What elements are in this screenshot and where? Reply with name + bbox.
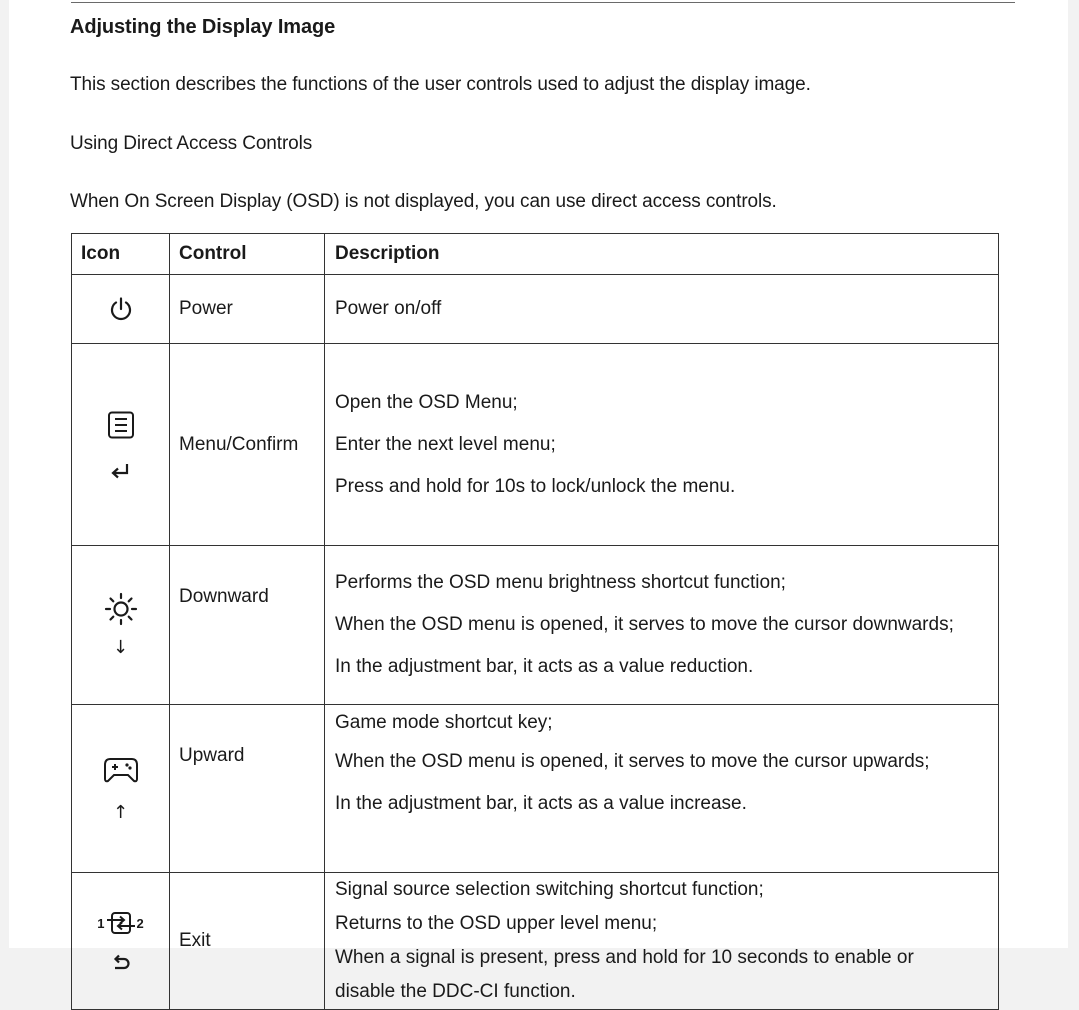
- control-name: Exit: [170, 873, 325, 1010]
- description-line: In the adjustment bar, it acts as a value reduction.: [335, 656, 754, 677]
- table-row: [72, 546, 999, 705]
- description-line: disable the DDC-CI function.: [335, 981, 576, 1002]
- description-cell: [325, 705, 999, 873]
- description-line: Performs the OSD menu brightness shortcut function;: [335, 572, 786, 593]
- header-icon: Icon: [72, 234, 170, 275]
- icon-cell: [72, 344, 170, 546]
- control-name: Menu/Confirm: [170, 344, 325, 546]
- top-divider: [71, 2, 1015, 3]
- lead-paragraph: When On Screen Display (OSD) is not displayed, you can use direct access controls.: [70, 191, 777, 212]
- input-label-right: 2: [136, 915, 144, 931]
- table-row: [72, 344, 999, 546]
- swap-arrows-icon: [106, 910, 136, 936]
- table-row: [72, 873, 999, 1010]
- description-line: When a signal is present, press and hold for 10 seconds to enable or: [335, 947, 914, 968]
- icon-cell: [72, 546, 170, 705]
- up-arrow-icon: ↑: [112, 801, 129, 823]
- power-icon: [108, 296, 134, 322]
- icon-cell: [72, 873, 170, 1010]
- section-heading: Adjusting the Display Image: [70, 16, 336, 38]
- description-cell: [325, 344, 999, 546]
- down-arrow-icon: ↓: [112, 637, 129, 658]
- input-switch-icon: [97, 910, 143, 936]
- description-line: In the adjustment bar, it acts as a value increase.: [335, 793, 747, 814]
- intro-paragraph: This section describes the functions of the user controls used to adjust the display image.: [70, 74, 811, 95]
- table-row: [72, 705, 999, 873]
- header-control: Control: [170, 234, 325, 275]
- icon-cell: [72, 275, 170, 344]
- input-label-left: 1: [97, 915, 105, 931]
- description-line: Game mode shortcut key;: [335, 712, 553, 733]
- menu-icon: [106, 410, 136, 440]
- description-line: Power on/off: [335, 298, 442, 319]
- enter-arrow-icon: [109, 462, 133, 480]
- description-line: Returns to the OSD upper level menu;: [335, 913, 658, 934]
- description-cell: [325, 873, 999, 1010]
- controls-table: [71, 233, 999, 1010]
- icon-cell: [72, 705, 170, 873]
- document-page: [9, 0, 1068, 1002]
- description-line: When the OSD menu is opened, it serves to move the cursor upwards;: [335, 751, 930, 772]
- description-line: Enter the next level menu;: [335, 433, 556, 455]
- table-row: [72, 275, 999, 344]
- brightness-icon: [103, 592, 139, 626]
- description-line: Open the OSD Menu;: [335, 391, 518, 413]
- control-name: Power: [170, 275, 325, 344]
- subheading: Using Direct Access Controls: [70, 133, 313, 154]
- description-cell: [325, 546, 999, 705]
- description-line: When the OSD menu is opened, it serves to move the cursor downwards;: [335, 614, 954, 635]
- control-name: Upward: [170, 705, 325, 873]
- table-header-row: [72, 234, 999, 275]
- return-arrow-icon: [111, 954, 131, 972]
- gamepad-icon: [102, 755, 140, 785]
- description-cell: [325, 275, 999, 344]
- description-line: Signal source selection switching shortcut function;: [335, 879, 764, 900]
- control-name: Downward: [170, 546, 325, 705]
- description-line: Press and hold for 10s to lock/unlock the menu.: [335, 475, 736, 497]
- header-description: Description: [325, 234, 999, 275]
